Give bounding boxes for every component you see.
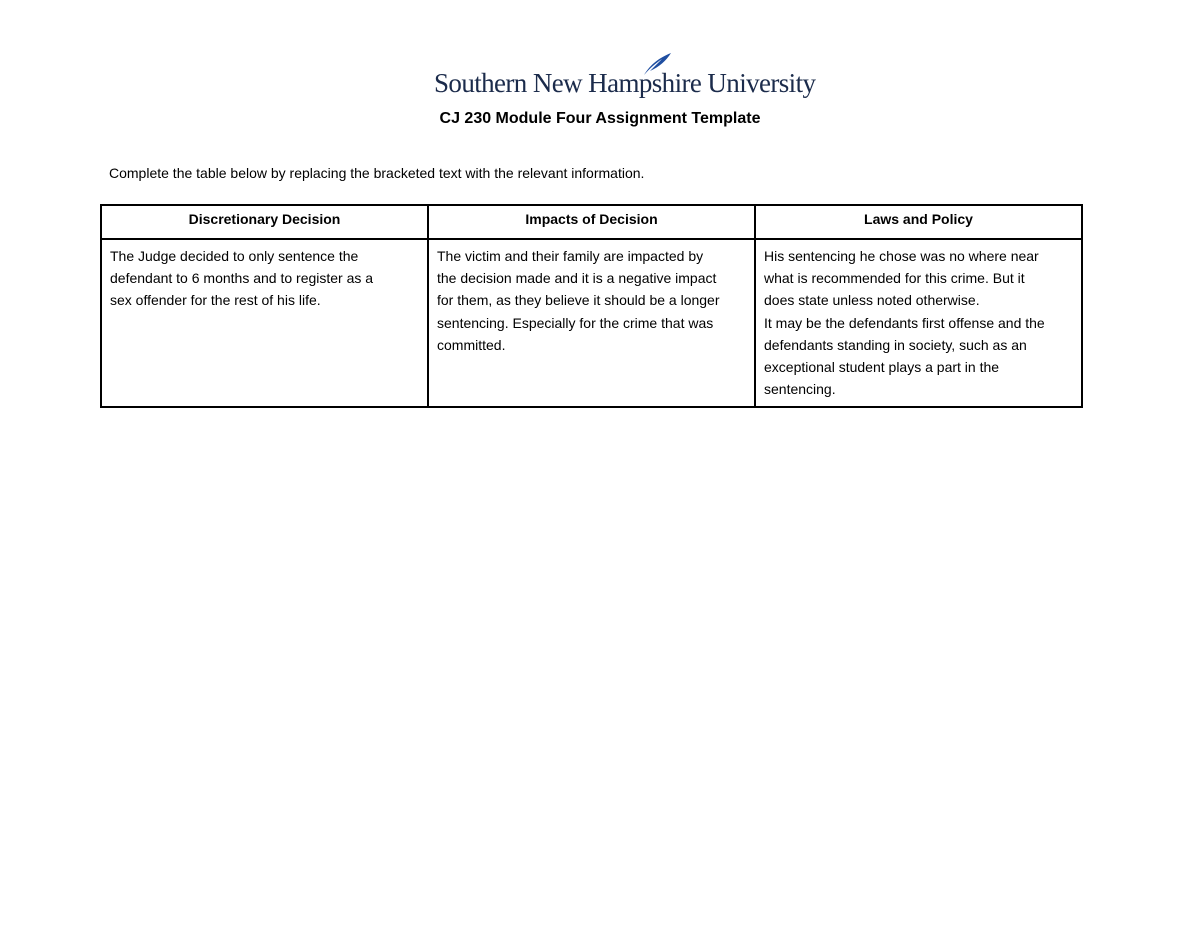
- cell-text-line: what is recommended for this crime. But it: [764, 270, 1025, 287]
- cell-text-line: sentencing. Especially for the crime that was: [437, 314, 714, 331]
- column-header-impacts-of-decision: Impacts of Decision: [428, 205, 755, 239]
- cell-text-line: sentencing.: [764, 381, 836, 398]
- cell-text-line: the decision made and it is a negative impact: [437, 270, 717, 287]
- cell-discretionary-decision: [101, 239, 428, 407]
- cell-impacts-of-decision: [428, 239, 755, 407]
- cell-text-line: committed.: [437, 336, 506, 353]
- logo-text: Southern New Hampshire University: [434, 68, 816, 98]
- cell-text-line: The Judge decided to only sentence the: [110, 248, 359, 264]
- cell-text-line: The victim and their family are impacted by: [437, 248, 704, 264]
- table-row: [101, 239, 1082, 407]
- cell-text-line: defendant to 6 months and to register as a: [110, 270, 374, 287]
- university-logo: [434, 52, 816, 102]
- column-header-discretionary-decision: Discretionary Decision: [101, 205, 428, 239]
- cell-text-line: His sentencing he chose was no where near: [764, 248, 1039, 264]
- cell-laws-and-policy: [755, 239, 1082, 407]
- assignment-table: [100, 204, 1083, 408]
- cell-text-line: It may be the defendants first offense and the: [764, 314, 1045, 331]
- table-header-row: [101, 205, 1082, 239]
- page-title: CJ 230 Module Four Assignment Template: [439, 110, 761, 127]
- cell-text-line: does state unless noted otherwise.: [764, 292, 980, 309]
- feather-icon: [642, 52, 672, 76]
- cell-text-line: exceptional student plays a part in the: [764, 359, 1000, 376]
- cell-text-line: sex offender for the rest of his life.: [110, 292, 321, 309]
- cell-text-line: defendants standing in society, such as an: [764, 336, 1027, 353]
- instructions-text: Complete the table below by replacing the bracketed text with the relevant information.: [109, 165, 645, 181]
- column-header-laws-and-policy: Laws and Policy: [755, 205, 1082, 239]
- cell-text-line: for them, as they believe it should be a longer: [437, 292, 720, 309]
